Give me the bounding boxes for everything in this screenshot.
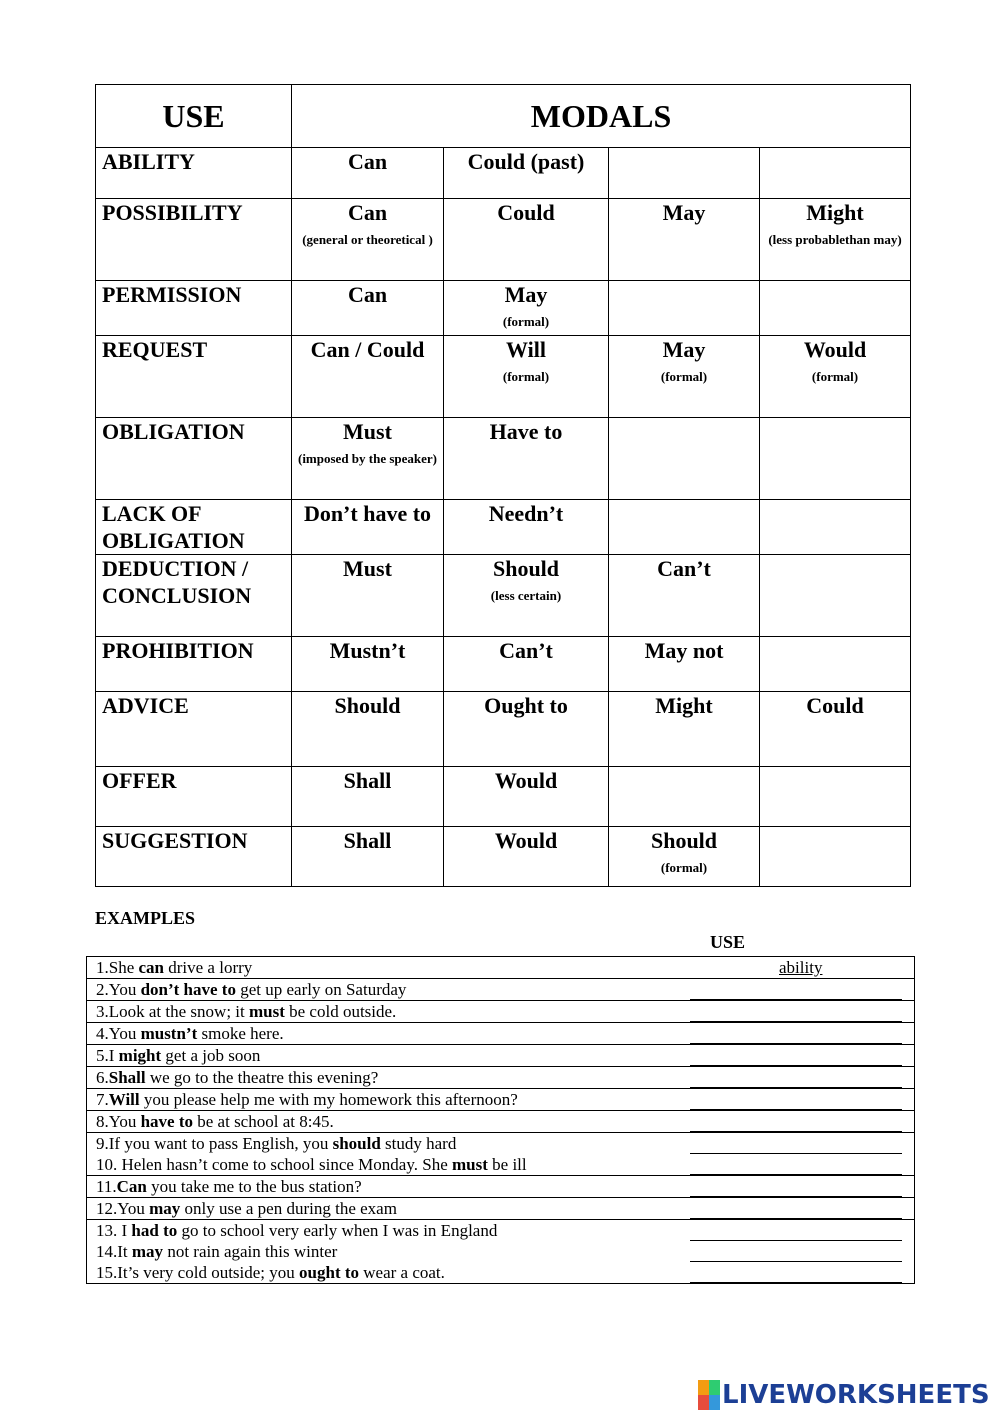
modal-cell <box>444 555 609 637</box>
modal-verb: Should <box>650 828 718 853</box>
sentence-text: we go to the theatre this evening? <box>145 1068 379 1087</box>
sentence-text: get a job soon <box>161 1046 261 1065</box>
sentence-text: be ill <box>487 1155 527 1174</box>
sentence-text: drive a lorry <box>164 958 253 977</box>
modal-cell <box>609 281 760 336</box>
modal-cell <box>444 692 609 767</box>
example-row <box>87 1067 915 1089</box>
modal-verb: Would <box>803 337 867 362</box>
example-answer-cell <box>688 957 915 979</box>
answer-blank[interactable] <box>690 1154 902 1175</box>
modals-row <box>96 500 911 555</box>
modals-row <box>96 281 911 336</box>
modal-cell <box>760 336 911 418</box>
examples-table <box>86 956 915 1284</box>
modals-row <box>96 767 911 827</box>
modal-note: (less probablethan may) <box>768 232 902 247</box>
example-sentence <box>96 1176 688 1197</box>
example-row <box>87 1001 915 1023</box>
sentence-text: get up early on Saturday <box>235 980 407 999</box>
modal-cell <box>609 692 760 767</box>
modal-cell <box>760 199 911 281</box>
sentence-text: 15.It’s very cold outside; you <box>96 1263 300 1282</box>
modal-cell <box>292 148 444 199</box>
example-row <box>87 1089 915 1111</box>
example-answer-cell <box>688 1089 915 1111</box>
modal-cell <box>444 827 609 887</box>
example-sentence <box>96 1262 688 1283</box>
modal-verb: Have to <box>489 419 563 444</box>
modal-verb: Would <box>494 768 558 793</box>
example-row <box>87 1133 915 1176</box>
modal-cell <box>292 336 444 418</box>
answer-blank[interactable] <box>690 1262 902 1283</box>
modal-verb: Could (past) <box>467 149 585 174</box>
modal-verb: May <box>504 282 548 307</box>
logo-square <box>709 1380 720 1395</box>
modal-cell <box>760 500 911 555</box>
header-modals: MODALS <box>292 85 911 148</box>
modals-row <box>96 418 911 500</box>
modals-row <box>96 555 911 637</box>
modal-verb: May <box>662 337 706 362</box>
modal-cell <box>760 148 911 199</box>
example-answer-cell <box>688 1198 915 1220</box>
example-answer-cell <box>688 1067 915 1089</box>
sentence-text: 9.If you want to pass English, you <box>96 1134 333 1153</box>
modal-cell <box>292 500 444 555</box>
modal-verb: May not <box>644 638 724 663</box>
modals-table <box>95 84 911 887</box>
use-cell: SUGGESTION <box>96 827 292 887</box>
example-answer-cell <box>688 1176 915 1198</box>
modal-cell <box>292 692 444 767</box>
example-sentence-cell <box>87 1133 688 1176</box>
examples-use-header: USE <box>710 932 746 952</box>
example-sentence <box>96 1089 688 1110</box>
modal-highlight: Can <box>116 1177 147 1196</box>
sentence-text: 5.I <box>96 1046 119 1065</box>
use-cell: PERMISSION <box>96 281 292 336</box>
modal-verb: Should <box>334 693 401 718</box>
example-answer-cell <box>688 1001 915 1023</box>
modal-cell <box>609 637 760 692</box>
sentence-text: 14.It <box>96 1242 132 1261</box>
example-sentence <box>96 1111 688 1132</box>
example-sentence-cell <box>87 1111 688 1133</box>
modal-verb: Can’t <box>657 556 711 581</box>
modal-verb: Can / Could <box>310 337 425 362</box>
example-answer-cell <box>688 1111 915 1133</box>
sentence-text: wear a coat. <box>359 1263 445 1282</box>
example-sentence <box>96 1001 688 1022</box>
sentence-text: 7. <box>96 1090 109 1109</box>
modal-note: (formal) <box>660 860 708 875</box>
modal-cell <box>609 418 760 500</box>
modals-row <box>96 637 911 692</box>
modals-row <box>96 199 911 281</box>
sentence-text: you please help me with my homework this afternoon? <box>139 1090 518 1109</box>
use-cell: ABILITY <box>96 148 292 199</box>
modal-verb: Shall <box>343 828 392 853</box>
example-sentence-cell <box>87 1089 688 1111</box>
modal-note: (formal) <box>502 369 550 384</box>
modal-verb: May <box>662 200 706 225</box>
example-row <box>87 979 915 1001</box>
modal-verb: Will <box>506 337 546 362</box>
modal-cell <box>292 767 444 827</box>
modal-highlight: don’t have to <box>140 980 236 999</box>
example-answer-cell <box>688 1133 915 1176</box>
example-sentence <box>96 1067 688 1088</box>
modal-verb: Would <box>494 828 558 853</box>
modal-cell <box>760 692 911 767</box>
modal-highlight: Will <box>108 1090 140 1109</box>
modal-verb: Don’t have to <box>303 501 432 526</box>
example-row <box>87 1045 915 1067</box>
use-cell: ADVICE <box>96 692 292 767</box>
modal-verb: Could <box>806 693 864 718</box>
modal-verb: Mustn’t <box>329 638 406 663</box>
logo-square <box>698 1395 709 1410</box>
sentence-text: be at school at 8:45. <box>193 1112 334 1131</box>
modal-cell <box>444 281 609 336</box>
modal-verb: Can <box>347 200 388 225</box>
modal-note: (imposed by the speaker) <box>297 451 438 466</box>
example-sentence-cell <box>87 1023 688 1045</box>
sentence-text: smoke here. <box>197 1024 284 1043</box>
sentence-text: only use a pen during the exam <box>180 1199 397 1218</box>
modal-note: (general or theoretical ) <box>302 232 433 247</box>
modal-verb: Might <box>806 200 864 225</box>
sentence-text: 11. <box>96 1177 117 1196</box>
modal-highlight: must <box>248 1002 285 1021</box>
modal-verb: Must <box>343 419 392 444</box>
modal-cell <box>609 555 760 637</box>
modal-cell <box>760 767 911 827</box>
example-sentence-cell <box>87 1176 688 1198</box>
example-sentence-cell <box>87 979 688 1001</box>
modal-cell <box>444 418 609 500</box>
modal-highlight: should <box>332 1134 381 1153</box>
header-use: USE <box>96 85 292 148</box>
example-answer-cell <box>688 1023 915 1045</box>
example-row <box>87 1023 915 1045</box>
answer-blank[interactable] <box>690 1089 902 1110</box>
modal-highlight: had to <box>131 1221 178 1240</box>
sentence-text: 1.She <box>96 958 139 977</box>
modal-cell <box>292 827 444 887</box>
modal-cell <box>292 637 444 692</box>
modal-cell <box>760 637 911 692</box>
use-cell: POSSIBILITY <box>96 199 292 281</box>
modal-cell <box>760 827 911 887</box>
examples-title: EXAMPLES <box>95 908 196 928</box>
answer-blank[interactable] <box>690 1176 902 1197</box>
modal-cell <box>760 281 911 336</box>
modal-cell <box>609 199 760 281</box>
modal-verb: Could <box>497 200 555 225</box>
modal-highlight: ought to <box>299 1263 360 1282</box>
modal-cell <box>609 148 760 199</box>
modal-cell <box>609 500 760 555</box>
answer-blank[interactable] <box>690 1067 902 1088</box>
modal-highlight: might <box>118 1046 162 1065</box>
answer-text: ability <box>779 958 823 977</box>
answer-blank[interactable] <box>690 1111 902 1132</box>
use-cell: LACK OF OBLIGATION <box>96 500 292 555</box>
answer-blank[interactable] <box>690 1001 902 1022</box>
answer-blank[interactable] <box>690 1198 902 1219</box>
example-sentence <box>96 1198 688 1219</box>
modal-cell <box>609 827 760 887</box>
modal-cell <box>444 336 609 418</box>
answer-blank[interactable] <box>690 1023 902 1044</box>
example-row <box>87 1111 915 1133</box>
sentence-text: be cold outside. <box>284 1002 397 1021</box>
sentence-text: 4.You <box>96 1024 141 1043</box>
use-cell: REQUEST <box>96 336 292 418</box>
use-cell: PROHIBITION <box>96 637 292 692</box>
modal-highlight: mustn’t <box>140 1024 198 1043</box>
modal-cell <box>760 418 911 500</box>
logo-text: LIVEWORKSHEETS <box>722 1380 990 1410</box>
example-row <box>87 1198 915 1220</box>
modal-highlight: can <box>138 958 164 977</box>
logo-square <box>698 1380 709 1395</box>
example-sentence-cell <box>87 957 688 979</box>
modal-note: (formal) <box>811 369 859 384</box>
example-sentence-cell <box>87 1045 688 1067</box>
modal-highlight: have to <box>140 1112 193 1131</box>
sentence-text: study hard <box>380 1134 457 1153</box>
use-cell: DEDUCTION / CONCLUSION <box>96 555 292 637</box>
sentence-text: 12.You <box>96 1199 150 1218</box>
sentence-text: you take me to the bus station? <box>146 1177 362 1196</box>
answer-blank[interactable] <box>690 1220 902 1241</box>
modal-verb: Can <box>347 149 388 174</box>
answer-blank[interactable] <box>690 979 902 1000</box>
example-row <box>87 1220 915 1284</box>
modals-row <box>96 336 911 418</box>
sentence-text: go to school very early when I was in England <box>177 1221 498 1240</box>
modal-cell <box>292 418 444 500</box>
modal-verb: Can <box>347 282 388 307</box>
modal-verb: Should <box>492 556 560 581</box>
example-sentence <box>96 1133 688 1154</box>
modal-verb: Needn’t <box>488 501 564 526</box>
modal-cell <box>609 767 760 827</box>
modals-row <box>96 692 911 767</box>
example-sentence-cell <box>87 1001 688 1023</box>
example-sentence-cell <box>87 1220 688 1284</box>
modal-highlight: may <box>149 1199 181 1218</box>
modal-cell <box>609 336 760 418</box>
modals-header-row <box>96 85 911 148</box>
answer-blank[interactable] <box>690 1241 902 1262</box>
example-sentence <box>96 979 688 1000</box>
example-row <box>87 957 915 979</box>
example-sentence-cell <box>87 1198 688 1220</box>
sentence-text: 10. Helen hasn’t come to school since Monday. She <box>96 1155 452 1174</box>
modal-cell <box>444 148 609 199</box>
modal-cell <box>444 767 609 827</box>
modal-cell <box>760 555 911 637</box>
sentence-text: 13. I <box>96 1221 132 1240</box>
liveworksheets-logo-icon <box>698 1380 720 1410</box>
sentence-text: not rain again this winter <box>163 1242 338 1261</box>
modal-verb: Ought to <box>484 693 568 718</box>
modal-verb: Shall <box>343 768 392 793</box>
modal-note: (formal) <box>660 369 708 384</box>
modal-verb: Must <box>343 556 392 581</box>
modal-highlight: Shall <box>108 1068 146 1087</box>
sentence-text: 2.You <box>96 980 141 999</box>
modal-verb: Might <box>655 693 713 718</box>
example-sentence <box>96 957 688 978</box>
example-answer-cell <box>688 1220 915 1284</box>
example-answer-cell <box>688 1045 915 1067</box>
modals-row <box>96 148 911 199</box>
modal-note: (formal) <box>502 314 550 329</box>
sentence-text: 3.Look at the snow; it <box>96 1002 249 1021</box>
example-sentence <box>96 1045 688 1066</box>
example-row <box>87 1176 915 1198</box>
answer-blank[interactable] <box>690 1133 902 1154</box>
logo-square <box>709 1395 720 1410</box>
modal-cell <box>292 281 444 336</box>
modal-highlight: must <box>452 1155 488 1174</box>
sentence-text: 6. <box>96 1068 109 1087</box>
modal-cell <box>292 199 444 281</box>
modal-highlight: may <box>131 1242 164 1261</box>
modal-cell <box>444 637 609 692</box>
liveworksheets-logo <box>698 1378 990 1412</box>
modal-cell <box>444 500 609 555</box>
sentence-text: 8.You <box>96 1112 141 1131</box>
modal-note: (less certain) <box>490 588 562 603</box>
example-sentence <box>96 1220 688 1241</box>
use-cell: OFFER <box>96 767 292 827</box>
example-sentence-cell <box>87 1067 688 1089</box>
answer-blank[interactable] <box>690 1045 902 1066</box>
example-sentence <box>96 1241 688 1262</box>
example-sentence <box>96 1023 688 1044</box>
example-sentence <box>96 1154 688 1175</box>
example-answer-cell <box>688 979 915 1001</box>
use-cell: OBLIGATION <box>96 418 292 500</box>
modal-verb: Can’t <box>499 638 553 663</box>
modal-cell <box>292 555 444 637</box>
modal-cell <box>444 199 609 281</box>
modals-row <box>96 827 911 887</box>
